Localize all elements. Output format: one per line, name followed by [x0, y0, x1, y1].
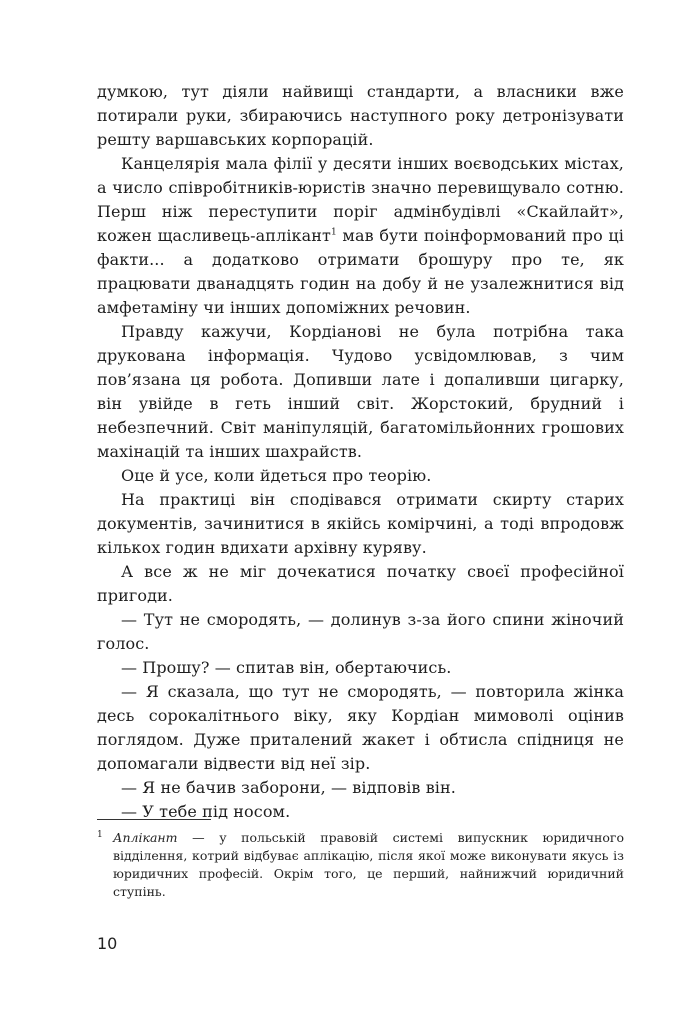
footnote-definition: — у польській правовій системі випускник юридичного відділення, котрий відбуває аплікацію, після якої може виконувати якусь із юридичних професій. Окрім того, це перший, найнижчий юридичний ступінь.: [113, 830, 624, 899]
dialogue-line-4: — Я не бачив заборони, — відповів він.: [121, 778, 456, 797]
paragraph-3: Правду кажучи, Кордіанові не була потрібна така друкована інформація. Чудово усвідомлював, з чим пов’язана ця робота. Допивши лате і допаливши цигарку, він увійде в геть інший світ. Жорстокий, брудний і небезпечний. Світ маніпуляцій, багатомільйонних грошових махінацій та інших шахрайств.: [97, 322, 624, 461]
paragraph-5: На практиці він сподівався отримати скирту старих документів, зачинитися в якійсь комірчині, а тоді впродовж кількох годин вдихати архівну куряву.: [97, 490, 624, 557]
paragraph-4: Оце й усе, коли йдеться про теорію.: [121, 466, 432, 485]
footnote: [97, 829, 624, 901]
footnote-divider: [97, 819, 211, 820]
dialogue-line-3: — Я сказала, що тут не смородять, — повторила жінка десь сорокалітнього віку, яку Кордіан мимоволі оцінив поглядом. Дуже приталений жакет і обтисла спідниця не допомагали відвести від неї зір.: [97, 682, 624, 773]
paragraph-2-start: Канцелярія мала філії у десяти інших воєводських містах, а число співробітників-юристів значно перевищувало сотню. Перш ніж переступити поріг адмінбудівлі «Скайлайт», кожен щасливець-аплікант: [97, 154, 624, 245]
paragraph-1: думкою, тут діяли найвищі стандарти, а власники вже потирали руки, збираючись наступного року детронізувати решту варшавських корпорацій.: [97, 82, 624, 149]
dialogue-line-1: — Тут не смородять, — долинув з-за його спини жіночий голос.: [97, 610, 624, 653]
dialogue-line-5: — У тебе під носом.: [121, 802, 291, 821]
paragraph-6: А все ж не міг дочекатися початку своєї професійної пригоди.: [97, 562, 624, 605]
page-number: 10: [97, 934, 118, 953]
footnote-text: [113, 829, 624, 901]
footnote-reference[interactable]: 1: [331, 227, 337, 238]
paragraph-2: [97, 152, 624, 320]
dialogue-line-2: — Прошу? — спитав він, обертаючись.: [121, 658, 452, 677]
footnote-mark: 1: [97, 830, 103, 840]
footnote-term: Аплікант: [113, 830, 178, 845]
paragraph-2-end: мав бути поінформований про ці факти... а додатково отримати брошуру про те, як працювати дванадцять годин на добу й не узалежнитися від амфетаміну чи інших допоміжних речовин.: [97, 226, 624, 317]
body-text: [97, 80, 624, 824]
